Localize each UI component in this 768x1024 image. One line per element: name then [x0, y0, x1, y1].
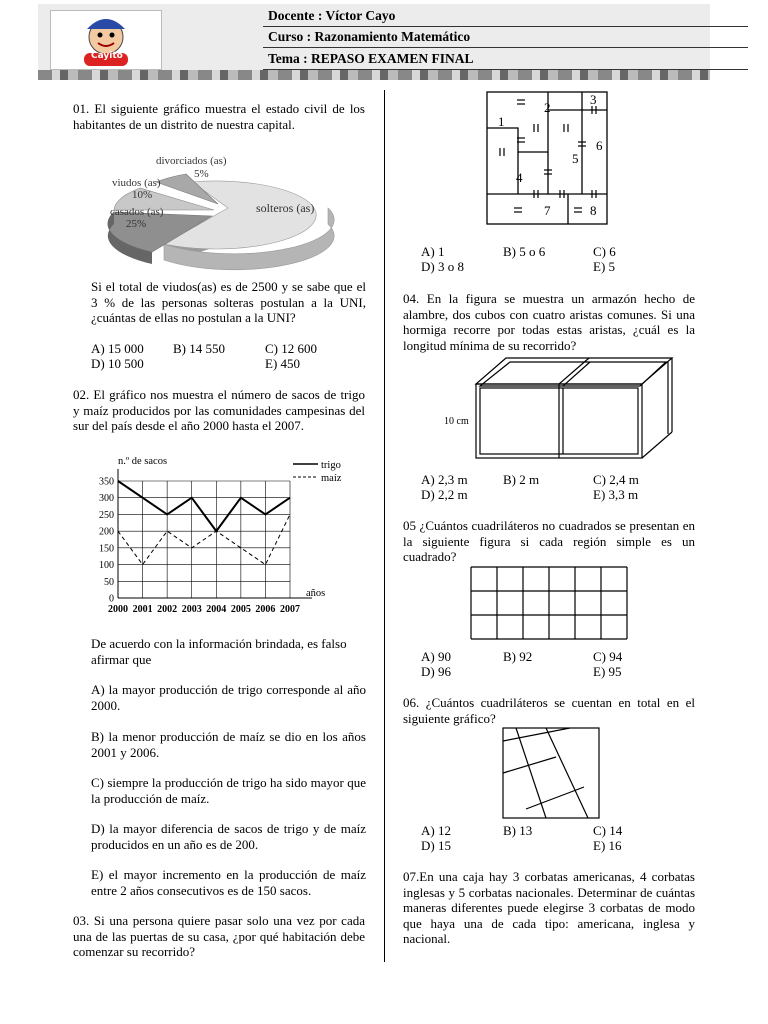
y-tick-label: 350: [99, 476, 114, 488]
q4-option-a: A) 2,3 m: [421, 472, 468, 487]
y-tick-label: 100: [99, 560, 114, 572]
q3-option-a: A) 1: [421, 244, 445, 259]
q6-option-e: E) 16: [593, 838, 622, 853]
room-label-4: 4: [516, 170, 523, 185]
room-label-5: 5: [572, 151, 579, 166]
q1-option-d: D) 10 500: [91, 356, 144, 371]
q1-option-e: E) 450: [265, 356, 301, 371]
q6-option-b: B) 13: [503, 823, 533, 838]
room-label-2: 2: [544, 100, 551, 115]
pie-label-casados: casados (as): [110, 206, 164, 218]
series-trigo-line: [118, 481, 290, 531]
x-tick-label: 2001: [132, 604, 153, 615]
logo: [50, 10, 162, 70]
q5-option-d: D) 96: [421, 664, 451, 679]
pie-label-divorciados: divorciados (as): [156, 155, 227, 167]
course-line: Curso : Razonamiento Matemático: [268, 29, 471, 44]
q2-option-a: A) la mayor producción de trigo corresponde al año 2000.: [91, 682, 366, 713]
q4-option-d: D) 2,2 m: [421, 487, 468, 502]
y-tick-label: 50: [104, 576, 114, 588]
header-rule: [263, 26, 748, 27]
q2-option-b: B) la menor producción de maíz se dio en los años 2001 y 2006.: [91, 729, 366, 760]
y-tick-label: 150: [99, 543, 114, 555]
pie-label-viudos: viudos (as): [112, 177, 161, 189]
pie-pct-viudos: 10%: [132, 189, 153, 201]
q5-option-c: C) 94: [593, 649, 623, 664]
teacher-line: Docente : Víctor Cayo: [268, 8, 396, 23]
quadrilaterals-figure: [502, 727, 602, 821]
q3-option-e: E) 5: [593, 259, 616, 274]
header-decorative-strip: [38, 70, 710, 80]
edge-length-label: 10 cm: [444, 416, 469, 427]
q6-text: 06. ¿Cuántos cuadriláteros se cuentan en total en el siguiente gráfico?: [403, 695, 695, 726]
q7-text: 07.En una caja hay 3 corbatas americanas, 4 corbatas inglesas y 5 corbatas nacionales. Determinar de cuántas maneras diferentes puede elegirse 3 corbatas de modo que haya una de cada tipo: americana, inglesa y nacional.: [403, 869, 695, 946]
room-label-6: 6: [596, 138, 603, 153]
q4-option-c: C) 2,4 m: [593, 472, 639, 487]
x-tick-label: 2007: [280, 604, 300, 615]
pie-pct-divorciados: 5%: [194, 168, 209, 180]
header-rule: [263, 47, 748, 48]
q6-option-d: D) 15: [421, 838, 451, 853]
q1-text: 01. El siguiente gráfico muestra el estado civil de los habitantes de un distrito de nuestra capital.: [73, 101, 365, 132]
series-maiz-line: [118, 514, 290, 564]
legend-maiz: maíz: [321, 473, 342, 484]
q1-question: Si el total de viudos(as) es de 2500 y se sabe que el 3 % de las personas solteras postulan a la UNI, ¿cuántas de ellas no postulan a la UNI?: [91, 279, 366, 325]
wire-frame-cubes-figure: [440, 356, 680, 468]
room-label-7: 7: [544, 203, 551, 218]
q1-option-a: A) 15 000: [91, 341, 144, 356]
x-tick-label: 2006: [255, 604, 276, 615]
q3-text: 03. Si una persona quiere pasar solo una vez por cada una de las puertas de su casa, ¿por qué habitación debe comenzar su recorrido?: [73, 913, 365, 959]
x-tick-label: 2003: [181, 604, 202, 615]
pie-chart: [100, 148, 340, 278]
x-tick-label: 2002: [157, 604, 178, 615]
room-label-3: 3: [590, 92, 597, 107]
y-tick-label: 200: [99, 526, 114, 538]
room-label-1: 1: [498, 114, 505, 129]
q6-option-a: A) 12: [421, 823, 451, 838]
x-tick-label: 2000: [108, 604, 128, 615]
floor-plan-figure: [484, 90, 614, 228]
q3-option-d: D) 3 o 8: [421, 259, 464, 274]
q4-option-b: B) 2 m: [503, 472, 540, 487]
x-tick-label: 2005: [230, 604, 251, 615]
q5-option-b: B) 92: [503, 649, 533, 664]
q2-option-d: D) la mayor diferencia de sacos de trigo y de maíz producidos en un año es de 200.: [91, 821, 366, 852]
q1-option-b: B) 14 550: [173, 341, 225, 356]
pie-label-solteros: solteros (as): [256, 201, 315, 215]
x-tick-label: 2004: [206, 604, 227, 615]
q2-option-c: C) siempre la producción de trigo ha sido mayor que la producción de maíz.: [91, 775, 366, 806]
column-divider: [384, 90, 385, 962]
q1-option-c: C) 12 600: [265, 341, 317, 356]
legend-trigo: trigo: [321, 460, 341, 471]
line-chart: [90, 452, 350, 624]
logo-text: Cayito: [91, 51, 123, 61]
y-axis-label: n.º de sacos: [118, 456, 168, 467]
q5-option-a: A) 90: [421, 649, 451, 664]
y-tick-label: 250: [99, 509, 114, 521]
room-label-8: 8: [590, 203, 597, 218]
q5-text: 05 ¿Cuántos cuadriláteros no cuadrados se presentan en la siguiente figura si cada región simple es un cuadrado?: [403, 518, 695, 564]
grid-figure: [470, 566, 630, 642]
q3-option-b: B) 5 o 6: [503, 244, 546, 259]
pie-pct-casados: 25%: [126, 218, 147, 230]
y-tick-label: 300: [99, 493, 114, 505]
q2-intro: De acuerdo con la información brindada, es falso afirmar que: [91, 636, 347, 667]
topic-line: Tema : REPASO EXAMEN FINAL: [268, 51, 474, 66]
q5-option-e: E) 95: [593, 664, 622, 679]
y-tick-label: 0: [109, 593, 114, 605]
q6-option-c: C) 14: [593, 823, 623, 838]
q2-option-e: E) el mayor incremento en la producción de maíz entre 2 años consecutivos es de 150 sacos.: [91, 867, 366, 898]
q4-option-e: E) 3,3 m: [593, 487, 639, 502]
q4-text: 04. En la figura se muestra un armazón hecho de alambre, dos cubos con cuatro aristas comunes. Si una hormiga recorre por todas estas aristas, ¿cuál es la longitud mínima de su recorrido?: [403, 291, 695, 353]
page-header: [38, 4, 710, 80]
x-axis-label: años: [306, 588, 326, 599]
q3-option-c: C) 6: [593, 244, 616, 259]
q2-text: 02. El gráfico nos muestra el número de sacos de trigo y maíz producidos por las comunidades campesinas del sur del país desde el año 2000 hasta el 2007.: [73, 387, 365, 433]
